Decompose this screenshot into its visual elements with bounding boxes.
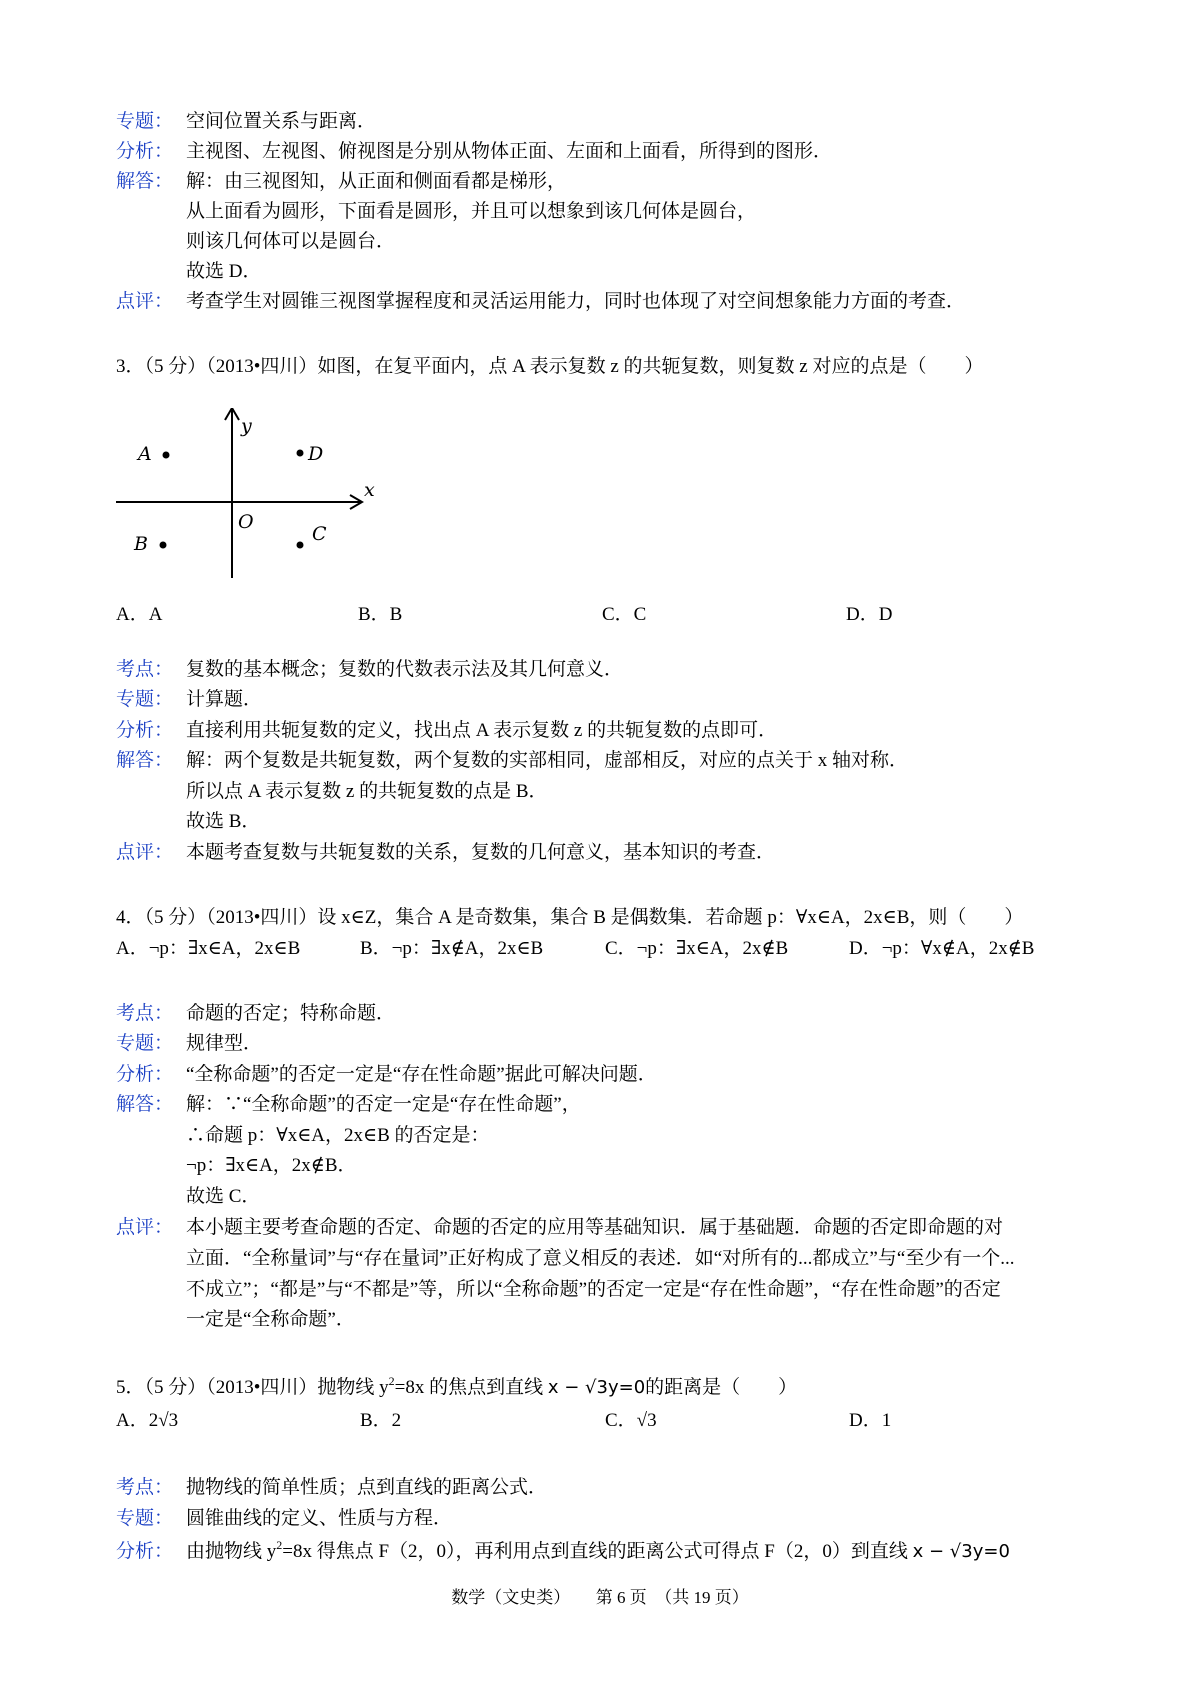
label-zhuanti: 专题： — [116, 1033, 174, 1054]
point-a-dot — [163, 452, 170, 459]
q3-option-a: A．A — [116, 604, 163, 625]
text-jieda-4: 故选 D． — [186, 261, 262, 282]
point-d-label: D — [308, 443, 324, 465]
label-jieda: 解答： — [116, 171, 174, 192]
q5-fenxi-a: 由抛物线 y — [186, 1541, 277, 1562]
page-footer: 数学（文史类） 第 6 页 （共 19 页） — [451, 1588, 749, 1607]
text-jieda-2: 从上面看为圆形，下面看是圆形，并且可以想象到该几何体是圆台， — [186, 201, 757, 222]
q4-option-a: A．¬p：∃x∈A，2x∈B — [116, 938, 301, 959]
text-kaodian: 抛物线的简单性质；点到直线的距离公式． — [186, 1477, 548, 1498]
text-kaodian: 命题的否定；特称命题． — [186, 1003, 396, 1024]
q5-fenxi-b: =8x 得焦点 F（2，0），再利用点到直线的距离公式可得点 F（2，0）到直线 — [282, 1541, 913, 1562]
label-dianping: 点评： — [116, 291, 174, 312]
text-jieda-3: ¬p：∃x∈A，2x∉B． — [186, 1155, 357, 1176]
q5-stem-c: 的距离是（ ） — [645, 1377, 798, 1398]
text-dianping-4: 一定是“全称命题”． — [186, 1309, 355, 1330]
q5-stem-b: =8x 的焦点到直线 — [394, 1377, 548, 1398]
label-fenxi: 分析： — [116, 1064, 174, 1085]
origin-label: O — [238, 511, 254, 533]
q5-stem — [116, 1376, 797, 1400]
point-c-label: C — [312, 523, 327, 545]
text-fenxi: “全称命题”的否定一定是“存在性命题”据此可解决问题． — [186, 1064, 657, 1085]
text-dianping-3: 不成立”；“都是”与“不都是”等，所以“全称命题”的否定一定是“存在性命题”，“存在性命题”的否定 — [186, 1279, 1001, 1300]
y-axis-label: y — [241, 415, 252, 437]
text-dianping: 本题考查复数与共轭复数的关系，复数的几何意义，基本知识的考查． — [186, 842, 776, 863]
q3-option-c: C．C — [602, 604, 647, 625]
label-fenxi: 分析： — [116, 1541, 174, 1562]
q5-option-a: A．2√3 — [116, 1410, 179, 1431]
point-a-label: A — [138, 443, 152, 465]
text-kaodian: 复数的基本概念；复数的代数表示法及其几何意义． — [186, 659, 624, 680]
text-dianping-2: 立面．“全称量词”与“存在量词”正好构成了意义相反的表述．如“对所有的...都成立”与“至少有一个... — [186, 1248, 1015, 1269]
q5-option-c: C．√3 — [605, 1410, 657, 1431]
label-kaodian: 考点： — [116, 1477, 174, 1498]
text-jieda-1: 解：两个复数是共轭复数，两个复数的实部相同，虚部相反，对应的点关于 x 轴对称． — [186, 750, 909, 771]
text-zhuanti: 计算题． — [186, 689, 263, 710]
q5-option-b: B．2 — [360, 1410, 402, 1431]
q5-fenxi-line: x − √3y=0 — [912, 1541, 1010, 1562]
label-zhuanti: 专题： — [116, 689, 174, 710]
label-jieda: 解答： — [116, 750, 174, 771]
text-fenxi: 直接利用共轭复数的定义，找出点 A 表示复数 z 的共轭复数的点即可． — [186, 720, 778, 741]
text-zhuanti: 空间位置关系与距离． — [186, 111, 377, 132]
complex-plane-figure — [116, 408, 376, 588]
q4-option-d: D．¬p：∀x∉A，2x∉B — [849, 938, 1035, 959]
point-c-dot — [297, 542, 304, 549]
q5-stem-a: 5．（5 分）（2013•四川）抛物线 y — [116, 1377, 389, 1398]
q4-option-c: C．¬p：∃x∈A，2x∉B — [605, 938, 789, 959]
label-zhuanti: 专题： — [116, 1508, 174, 1529]
text-zhuanti: 规律型． — [186, 1033, 263, 1054]
text-jieda-1: 解：由三视图知，从正面和侧面看都是梯形， — [186, 171, 567, 192]
point-b-label: B — [134, 533, 148, 555]
text-fenxi: 主视图、左视图、俯视图是分别从物体正面、左面和上面看，所得到的图形． — [186, 141, 833, 162]
point-b-dot — [160, 542, 167, 549]
text-dianping-1: 本小题主要考查命题的否定、命题的否定的应用等基础知识．属于基础题．命题的否定即命题的对 — [186, 1217, 1004, 1238]
text-jieda-3: 故选 B． — [186, 811, 261, 832]
text-fenxi — [186, 1540, 1010, 1564]
text-jieda-1: 解：∵“全称命题”的否定一定是“存在性命题”， — [186, 1094, 581, 1115]
q3-option-b: B．B — [358, 604, 403, 625]
q3-stem: 3．（5 分）（2013•四川）如图，在复平面内，点 A 表示复数 z 的共轭复数，则复数 z 对应的点是（ ） — [116, 356, 984, 377]
label-kaodian: 考点： — [116, 1003, 174, 1024]
point-d-dot — [297, 450, 304, 457]
q3-option-d: D．D — [846, 604, 893, 625]
q5-stem-line: x − √3y=0 — [547, 1377, 646, 1398]
label-dianping: 点评： — [116, 1217, 174, 1238]
x-axis-label: x — [364, 479, 375, 501]
q5-option-d: D．1 — [849, 1410, 892, 1431]
label-kaodian: 考点： — [116, 659, 174, 680]
label-dianping: 点评： — [116, 842, 174, 863]
label-fenxi: 分析： — [116, 141, 174, 162]
text-zhuanti: 圆锥曲线的定义、性质与方程． — [186, 1508, 453, 1529]
q5-stem-sup: 2 — [388, 1374, 395, 1388]
text-jieda-2: ∴命题 p：∀x∈A，2x∈B 的否定是： — [186, 1125, 490, 1146]
q4-stem: 4．（5 分）（2013•四川）设 x∈Z，集合 A 是奇数集，集合 B 是偶数集．若命题 p：∀x∈A，2x∈B，则（ ） — [116, 907, 1024, 928]
text-dianping: 考查学生对圆锥三视图掌握程度和灵活运用能力，同时也体现了对空间想象能力方面的考查． — [186, 291, 966, 312]
label-fenxi: 分析： — [116, 720, 174, 741]
q5-fenxi-sup: 2 — [276, 1538, 283, 1552]
text-jieda-4: 故选 C． — [186, 1186, 261, 1207]
label-zhuanti: 专题： — [116, 111, 174, 132]
text-jieda-2: 所以点 A 表示复数 z 的共轭复数的点是 B． — [186, 781, 548, 802]
q4-option-b: B．¬p：∃x∉A，2x∈B — [360, 938, 544, 959]
label-jieda: 解答： — [116, 1094, 174, 1115]
text-jieda-3: 则该几何体可以是圆台． — [186, 231, 396, 252]
